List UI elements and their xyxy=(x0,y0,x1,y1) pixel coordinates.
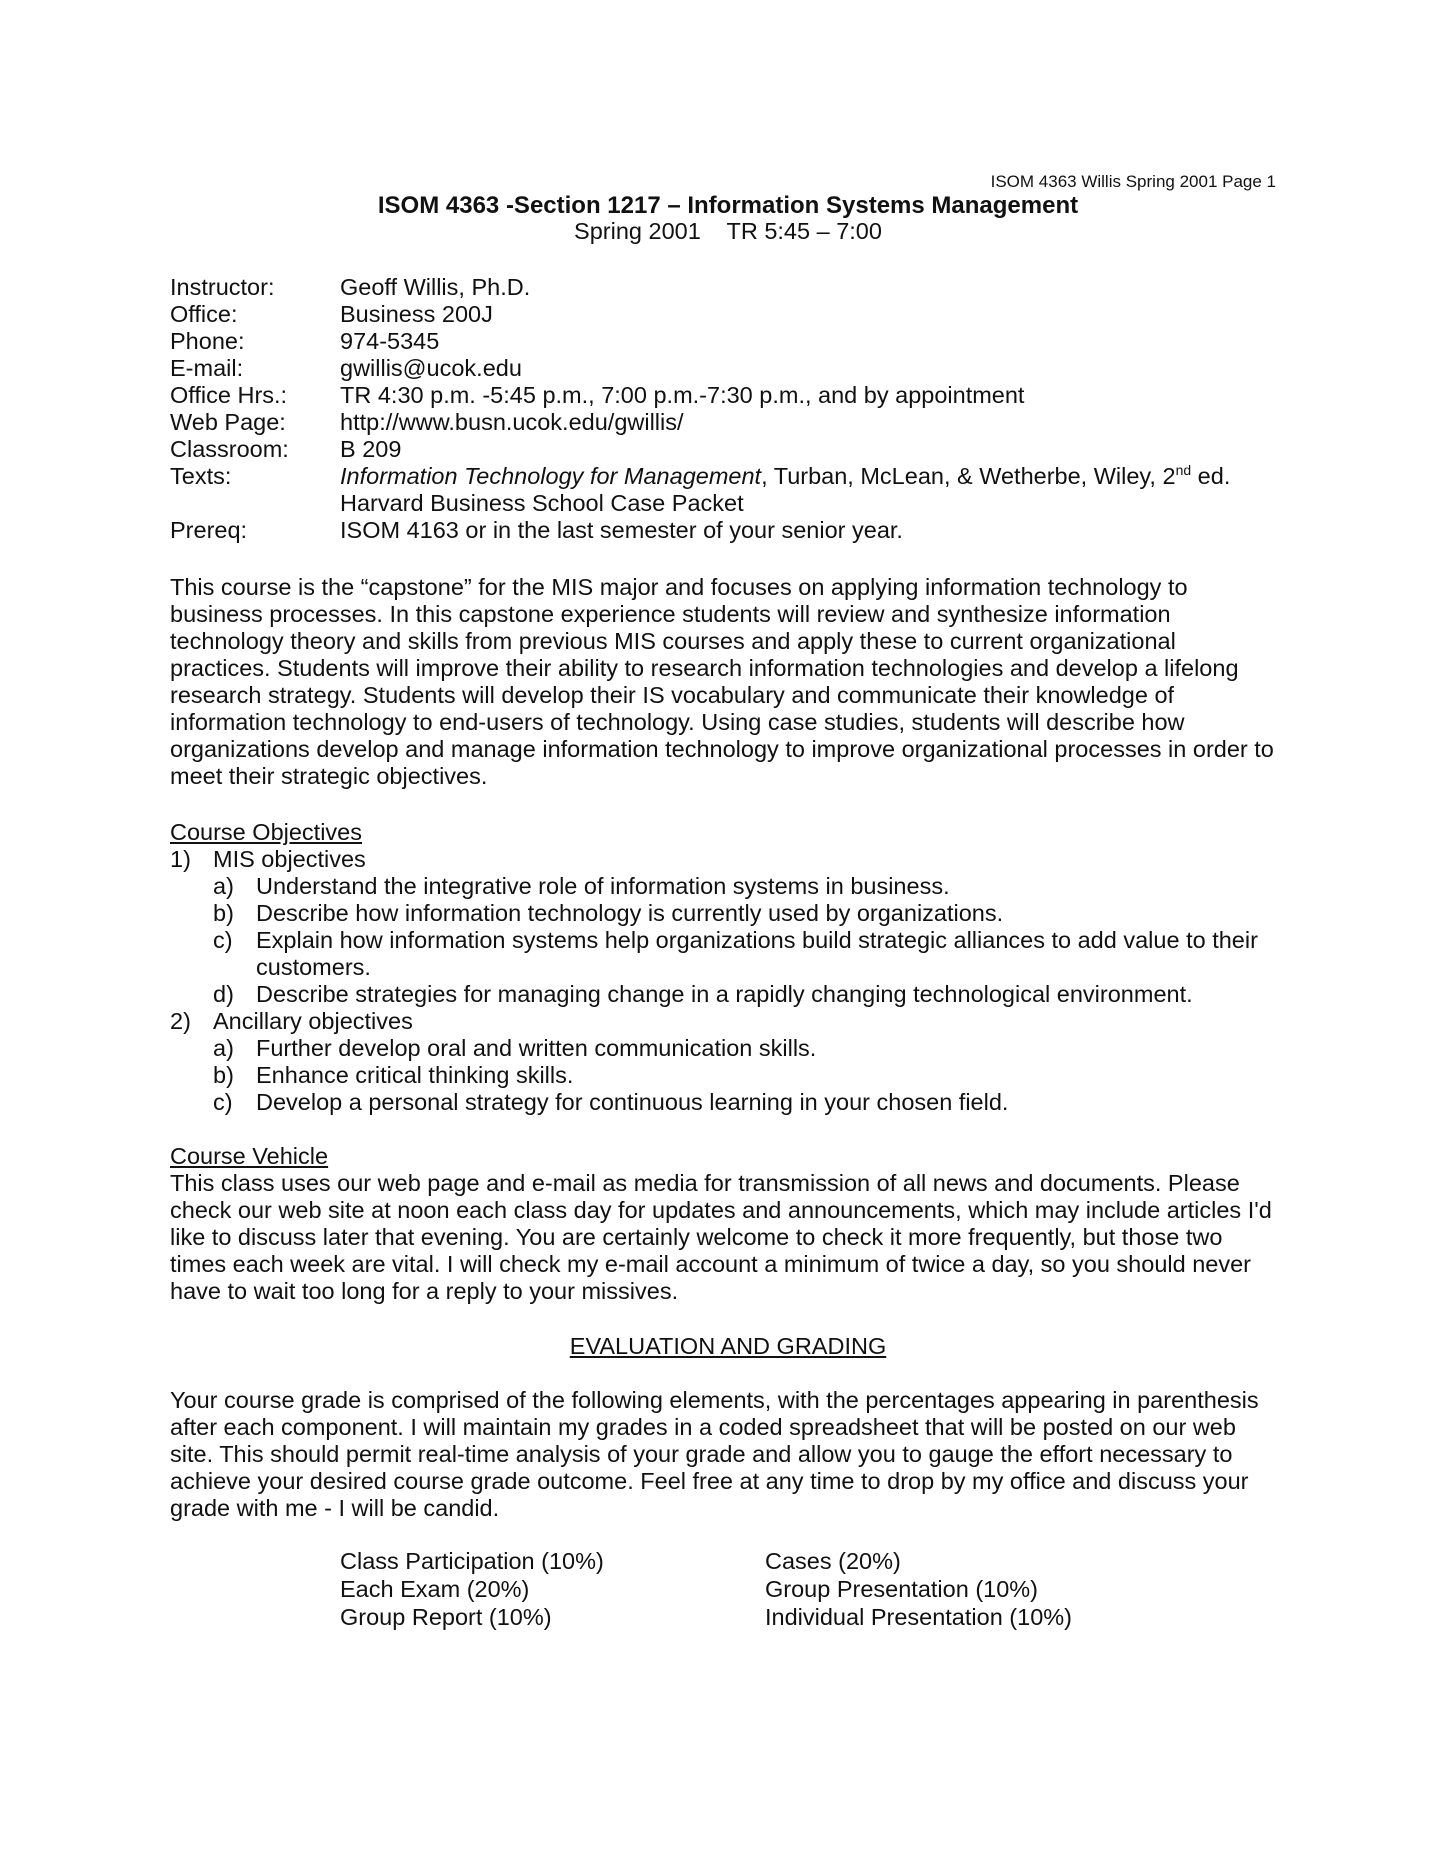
info-label: Instructor: xyxy=(170,274,275,300)
grade-component: Cases (20%) xyxy=(765,1548,901,1574)
info-office xyxy=(170,301,1300,328)
info-phone xyxy=(170,328,1300,355)
info-texts xyxy=(170,463,1300,517)
list-item xyxy=(213,873,1278,900)
grade-component: Individual Presentation (10%) xyxy=(765,1604,1072,1630)
office-location: Business 200J xyxy=(340,301,493,327)
info-web-page xyxy=(170,409,1300,436)
textbooks xyxy=(340,463,1300,517)
grade-component: Group Presentation (10%) xyxy=(765,1576,1039,1602)
sub-objective-letter: d) xyxy=(213,981,234,1007)
sub-objective-text: Develop a personal strategy for continuous learning in your chosen field. xyxy=(256,1089,1009,1115)
phone-number: 974-5345 xyxy=(340,328,440,354)
list-item xyxy=(213,1089,1278,1116)
sub-objective-letter: c) xyxy=(213,927,233,953)
course-schedule: Spring 2001 TR 5:45 – 7:00 xyxy=(574,218,882,244)
info-label: Phone: xyxy=(170,328,245,354)
instructor-name: Geoff Willis, Ph.D. xyxy=(340,274,531,300)
evaluation-paragraph: Your course grade is comprised of the following elements, with the percentages appearing in parenthesis after each component. I will maintain my grades in a coded spreadsheet that will be posted on our web site. This should permit real-time analysis of your grade and allow you to gauge the effort necessary to achieve your desired course grade outcome. Feel free at any time to drop by my office and discuss your grade with me - I will be candid. xyxy=(170,1387,1259,1521)
sub-objective-letter: b) xyxy=(213,900,234,926)
info-label: E-mail: xyxy=(170,355,244,381)
prerequisite: ISOM 4163 or in the last semester of your senior year. xyxy=(340,517,903,543)
list-item xyxy=(213,900,1278,927)
info-label: Classroom: xyxy=(170,436,289,462)
grade-component: Class Participation (10%) xyxy=(340,1548,604,1574)
sub-objective-letter: a) xyxy=(213,1035,234,1061)
info-prereq xyxy=(170,517,1300,544)
sub-objective-text: Describe how information technology is currently used by organizations. xyxy=(256,900,1004,926)
list-item xyxy=(213,1035,1278,1062)
objective-number: 2) xyxy=(170,1008,191,1034)
email-address: gwillis@ucok.edu xyxy=(340,355,522,381)
textbook-authors: , Turban, McLean, & Wetherbe, Wiley, 2 xyxy=(761,463,1176,489)
textbook-title: Information Technology for Management xyxy=(340,463,762,489)
evaluation-heading: EVALUATION AND GRADING xyxy=(569,1333,887,1359)
evaluation-section xyxy=(170,1387,1278,1522)
info-classroom xyxy=(170,436,1300,463)
objective-text: MIS objectives xyxy=(213,846,366,872)
sub-objectives-list xyxy=(170,1035,1278,1116)
info-label: Texts: xyxy=(170,463,232,489)
edition-suffix: ed. xyxy=(1191,463,1231,489)
info-label: Office Hrs.: xyxy=(170,382,288,408)
course-info xyxy=(170,274,1300,544)
objective-number: 1) xyxy=(170,846,191,872)
objective-text: Ancillary objectives xyxy=(213,1008,413,1034)
list-item xyxy=(213,1062,1278,1089)
intro-paragraph: This course is the “capstone” for the MIS major and focuses on applying information technology to business processes. In this capstone experience students will review and synthesize information technology theory and skills from previous MIS courses and apply these to current organizational practices. Students will improve their ability to research information technologies and develop a lifelong research strategy. Students will develop their IS vocabulary and communicate their knowledge of information technology to end-users of technology. Using case studies, students will describe how organizations develop and manage information technology to improve organizational processes in order to meet their strategic objectives. xyxy=(170,574,1274,789)
info-label: Web Page: xyxy=(170,409,286,435)
list-item xyxy=(170,846,1278,1008)
course-vehicle xyxy=(170,1143,1278,1305)
vehicle-paragraph: This class uses our web page and e-mail as media for transmission of all news and documents. Please check our web site at noon each class day for updates and announcements, which may include articles I'd like to discuss later that evening. You are certainly welcome to check it more frequently, but those two times each week are vital. I will check my e-mail account a minimum of twice a day, so you should never have to wait too long for a reply to your missives. xyxy=(170,1170,1272,1304)
sub-objective-text: Further develop oral and written communication skills. xyxy=(256,1035,817,1061)
grade-component: Each Exam (20%) xyxy=(340,1576,530,1602)
course-description xyxy=(170,574,1278,790)
sub-objective-letter: a) xyxy=(213,873,234,899)
sub-objective-text: Understand the integrative role of information systems in business. xyxy=(256,873,950,899)
objectives-heading: Course Objectives xyxy=(170,819,362,845)
info-office-hours xyxy=(170,382,1300,409)
list-item xyxy=(213,927,1278,981)
sub-objective-letter: c) xyxy=(213,1089,233,1115)
objectives-list xyxy=(170,846,1278,1116)
sub-objective-text: Enhance critical thinking skills. xyxy=(256,1062,574,1088)
vehicle-heading: Course Vehicle xyxy=(170,1143,329,1169)
info-instructor xyxy=(170,274,1300,301)
grade-components xyxy=(340,1548,1240,1632)
textbook-1 xyxy=(340,463,1300,490)
sub-objective-text: Describe strategies for managing change in a rapidly changing technological environment. xyxy=(256,981,1193,1007)
running-header: ISOM 4363 Willis Spring 2001 Page 1 xyxy=(990,172,1276,191)
edition-superscript: nd xyxy=(1175,462,1192,479)
office-hours: TR 4:30 p.m. -5:45 p.m., 7:00 p.m.-7:30 p.m., and by appointment xyxy=(340,382,1025,408)
sub-objective-letter: b) xyxy=(213,1062,234,1088)
sub-objectives-list xyxy=(170,873,1278,1008)
course-objectives xyxy=(170,819,1278,1116)
course-title: ISOM 4363 -Section 1217 – Information Systems Management xyxy=(377,192,1079,219)
info-label: Prereq: xyxy=(170,517,248,543)
list-item xyxy=(170,1008,1278,1116)
web-page-url: http://www.busn.ucok.edu/gwillis/ xyxy=(340,409,684,435)
grade-component: Group Report (10%) xyxy=(340,1604,552,1630)
textbook-2: Harvard Business School Case Packet xyxy=(340,490,744,516)
info-email xyxy=(170,355,1300,382)
sub-objective-text: Explain how information systems help organizations build strategic alliances to add value to their customers. xyxy=(256,927,1258,980)
info-label: Office: xyxy=(170,301,238,327)
list-item xyxy=(213,981,1278,1008)
classroom: B 209 xyxy=(340,436,402,462)
